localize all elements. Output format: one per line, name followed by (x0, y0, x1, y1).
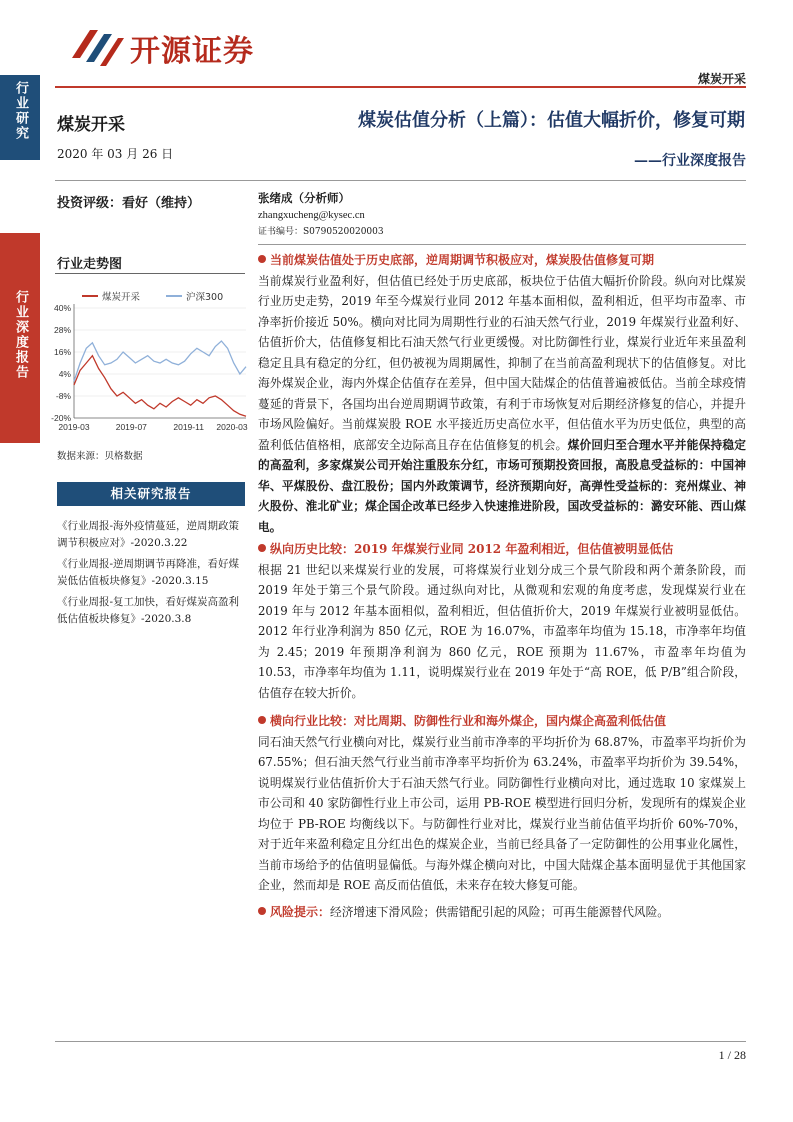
section-heading-text: 风险提示： (270, 904, 331, 919)
related-report-link[interactable]: 《行业周报-复工加快，看好煤炭高盈利低估值板块修复》-2020.3.8 (57, 596, 240, 625)
analyst-email[interactable]: zhangxucheng@kysec.cn (258, 210, 365, 221)
side-tab-label: 行业研究 (13, 81, 28, 141)
report-date: 2020 年 03 月 26 日 (57, 147, 174, 161)
y-tick-label: -20% (51, 413, 71, 423)
trend-chart (48, 282, 253, 442)
series-line-csi300 (74, 341, 246, 381)
legend-label: 沪深300 (186, 292, 224, 303)
section-paragraph: 同石油天然气行业横向对比，煤炭行业当前市净率的平均折价为 68.87%，市盈率平均折价为 67.55%；但石油天然气行业当前市净率平均折价为 63.24%，市盈率平均折价为 39.54%，说明煤炭行业估值折价大于石油天然气行业。同防御性行业横向对比，通过选取 10 家煤炭上市公司和 40 家防御性行业上市公司，运用 PB-ROE 模型进行回归分析，发现所有的煤炭企业均位于 PB-ROE 均衡线以下。与防御性行业对比，煤炭行业当前估值平均折价 60%-70%，对于近年来盈利稳定且分红出色的煤炭企业，当前已经具备了一定防御性的公用事业化属性，当前市场给予的估值明显偏低。与海外煤企横向对比，中国大陆煤企基本面明显优于其他国家企业，然而却是 ROE 高反而估值低，未来存在较大修复可能。 (258, 734, 746, 892)
footer-divider (55, 1041, 746, 1042)
analyst-certificate: 证书编号：S0790520020003 (258, 227, 384, 237)
y-tick-label: -8% (55, 391, 71, 401)
section-heading (258, 250, 746, 271)
side-tab-industry-research (0, 75, 40, 160)
company-logo (68, 22, 308, 70)
x-tick-label: 2019-11 (173, 422, 204, 432)
paragraph-text: 经济增速下滑风险；供需错配引起的风险；可再生能源替代风险。 (330, 904, 669, 919)
x-tick-label: 2019-03 (58, 422, 90, 432)
section-valuation-bottom (258, 250, 746, 537)
section-heading (258, 539, 746, 560)
title-divider (55, 180, 746, 181)
section-heading-text: 纵向历史比较：2019 年煤炭行业同 2012 年盈利相近，但估值被明显低估 (270, 542, 674, 556)
trend-divider (55, 273, 245, 274)
bullet-icon (258, 255, 266, 263)
related-reports-list (57, 518, 247, 632)
logo-text: 开源证券 (130, 34, 254, 69)
side-tab-report-type (0, 233, 40, 443)
paragraph-bold-text: 煤价回归至合理水平并能保持稳定的高盈利，多家煤炭公司开始注重股东分红，市场可预期投资回报，高股息受益标的：中国神华、平煤股份、盘江股份；国内外政策调节，经济预期向好，高弹性受益标的：兖州煤业、神火股份、淮北矿业；煤企国企改革已经步入快速推进阶段，国改受益标的：潞安环能、西山煤电。 (258, 437, 746, 534)
y-tick-label: 28% (53, 325, 71, 335)
related-report-link[interactable]: 《行业周报-逆周期调节再降准，看好煤炭低估值板块修复》-2020.3.15 (57, 558, 240, 587)
section-paragraph: 根据 21 世纪以来煤炭行业的发展，可将煤炭行业划分成三个景气阶段和两个萧条阶段，而 2019 年处于第三个景气阶段。通过纵向对比，从微观和宏观的角度考虑，发现煤炭行业在 2019 年与 2012 年基本面相似，盈利相近，但估值折价大，2019 年煤炭行业被明显低估。2012 年行业净利润为 850 亿元，ROE 为 16.07%，市盈率年均值为 15.18，市净率年均值为 2.45；2019 年预期净利润为 860 亿元，ROE 预期为 11.67%，市盈率年均值为 10.53，市净率年均值为 1.11，说明煤炭行业在 2019 年处于“高 ROE，低 P/B”组合阶段，估值存在较大折价。 (258, 562, 746, 700)
y-tick-label: 4% (58, 369, 71, 379)
section-paragraph (258, 271, 746, 538)
y-tick-label: 40% (53, 303, 71, 313)
logo-mark-icon (68, 22, 126, 70)
x-tick-label: 2019-07 (115, 422, 147, 432)
section-heading (258, 711, 746, 732)
trend-title: 行业走势图 (57, 257, 123, 272)
bullet-icon (258, 907, 266, 915)
header-divider (55, 86, 746, 88)
series-line-coal (74, 356, 246, 417)
header-sector-tag: 煤炭开采 (697, 72, 746, 86)
report-subtitle: ——行业深度报告 (634, 153, 746, 169)
section-risk (258, 902, 746, 923)
section-heading-text: 横向行业比较：对比周期、防御性行业和海外煤企，国内煤企高盈利低估值 (270, 714, 667, 728)
y-tick-label: 16% (53, 347, 71, 357)
report-title: 煤炭估值分析（上篇）：估值大幅折价，修复可期 (358, 110, 745, 131)
section-heading (258, 905, 330, 919)
section-history-compare (258, 539, 746, 703)
bullet-icon (258, 544, 266, 552)
trend-source: 数据来源：贝格数据 (57, 451, 143, 462)
report-body (258, 250, 746, 922)
x-tick-label: 2020-03 (216, 422, 248, 432)
risk-line (258, 902, 746, 923)
analyst-name: 张绪成（分析师） (258, 191, 350, 205)
investment-rating: 投资评级：看好（维持） (57, 196, 201, 211)
related-reports-header: 相关研究报告 (57, 482, 245, 506)
analyst-info (258, 190, 384, 237)
bullet-icon (258, 716, 266, 724)
sector-name: 煤炭开采 (57, 115, 125, 135)
related-report-link[interactable]: 《行业周报-海外疫情蔓延，逆周期政策调节积极应对》-2020.3.22 (57, 520, 240, 549)
analyst-divider (258, 244, 746, 245)
section-heading-text: 当前煤炭估值处于历史底部，逆周期调节积极应对，煤炭股估值修复可期 (270, 253, 655, 267)
side-tab-label: 行业深度报告 (13, 290, 28, 380)
section-industry-compare (258, 711, 746, 896)
paragraph-text: 当前煤炭行业盈利好，但估值已经处于历史底部，板块位于估值大幅折价阶段。纵向对比煤炭行业历史走势，2019 年至今煤炭行业同 2012 年基本面相似，盈利相近，但平均市盈率、市净率折价接近 50%。横向对比同为周期性行业的石油天然气行业，2019 年煤炭行业盈利好、估值折价大，估值修复相比石油天然气行业更缓慢。对比防御性行业，煤炭行业近年来虽盈利稳定且具有稳定的分红，但仍被视为周期属性，抑制了在当前高盈利现状下的估值修复。对比海外煤炭企业，海内外煤企估值存在差异，但中国大陆煤企的估值普遍被低估。当前全球疫情蔓延的背景下，各国均出台逆周期调节政策，有利于市场恢复对后期经济修复的信心，并提升市场风险偏好。当前煤炭股 ROE 水平接近历史高位水平，但估值水平为历史低位，典型的高盈利低估值格相，底部安全边际高且存在估值修复的机会。 (258, 273, 746, 452)
legend-label: 煤炭开采 (102, 292, 141, 303)
page-number: 1 / 28 (718, 1048, 746, 1062)
